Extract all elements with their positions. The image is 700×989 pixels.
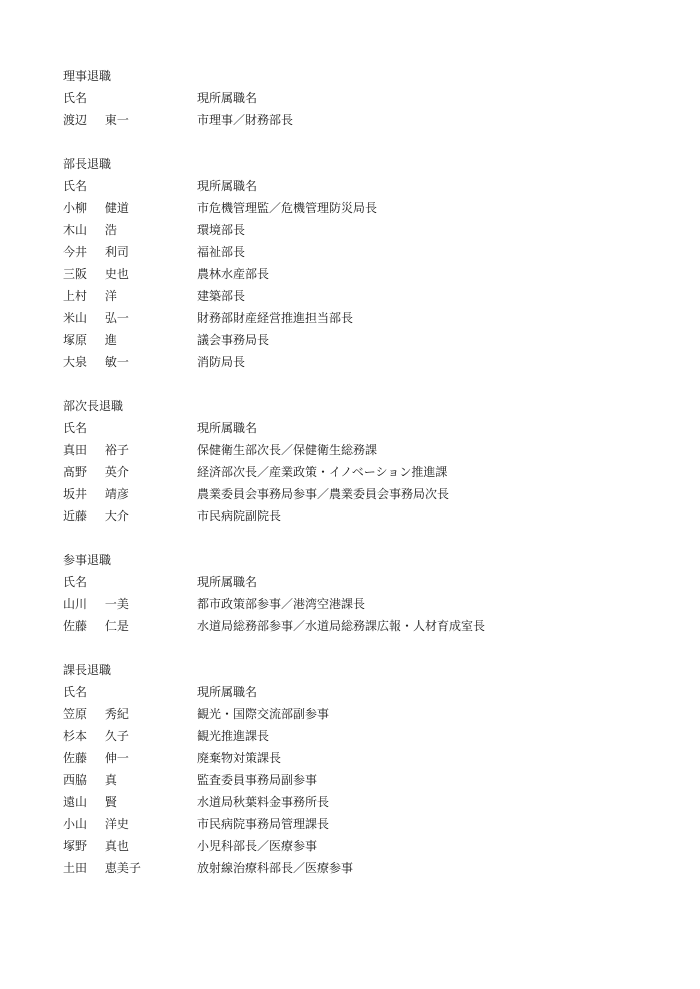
section-director-retirement xyxy=(63,65,663,131)
family-name: 上村 xyxy=(63,289,88,303)
family-name: 今井 xyxy=(63,245,88,259)
family-name: 山川 xyxy=(63,597,88,611)
name-column-header: 氏名 xyxy=(63,179,88,193)
list-item xyxy=(63,615,663,637)
given-name: 真也 xyxy=(104,839,129,853)
given-name: 伸一 xyxy=(104,751,129,765)
column-header-row xyxy=(63,417,663,439)
given-name: 真 xyxy=(104,773,117,787)
given-name: 一美 xyxy=(104,597,129,611)
current-position: 観光・国際交流部副参事 xyxy=(197,707,330,721)
family-name: 塚野 xyxy=(63,839,88,853)
current-position: 環境部長 xyxy=(197,223,246,237)
list-item xyxy=(63,857,663,879)
list-item xyxy=(63,725,663,747)
given-name: 健道 xyxy=(104,201,129,215)
person-name xyxy=(63,197,193,219)
family-name: 三阪 xyxy=(63,267,88,281)
given-name: 浩 xyxy=(104,223,117,237)
name-column-header: 氏名 xyxy=(63,91,88,105)
current-position: 市民病院副院長 xyxy=(197,509,282,523)
given-name: 靖彦 xyxy=(104,487,129,501)
family-name: 木山 xyxy=(63,223,88,237)
list-item xyxy=(63,263,663,285)
given-name: 賢 xyxy=(104,795,117,809)
person-name xyxy=(63,813,193,835)
current-position: 保健衛生部次長／保健衛生総務課 xyxy=(197,443,378,457)
list-item xyxy=(63,593,663,615)
list-item xyxy=(63,505,663,527)
current-position: 廃棄物対策課長 xyxy=(197,751,282,765)
person-name xyxy=(63,593,193,615)
family-name: 近藤 xyxy=(63,509,88,523)
person-name xyxy=(63,835,193,857)
section-counselor-retirement xyxy=(63,549,663,637)
current-position: 水道局総務部参事／水道局総務課広報・人材育成室長 xyxy=(197,619,486,633)
given-name: 進 xyxy=(104,333,117,347)
list-item xyxy=(63,307,663,329)
given-name: 洋 xyxy=(104,289,117,303)
section-section-chief-retirement xyxy=(63,659,663,879)
current-position: 都市政策部参事／港湾空港課長 xyxy=(197,597,366,611)
person-name xyxy=(63,285,193,307)
retirement-list-document xyxy=(63,65,663,901)
given-name: 秀紀 xyxy=(104,707,129,721)
list-item xyxy=(63,461,663,483)
given-name: 東一 xyxy=(104,113,129,127)
name-column-header: 氏名 xyxy=(63,421,88,435)
person-name xyxy=(63,263,193,285)
section-title: 部次長退職 xyxy=(63,399,124,413)
column-header-row xyxy=(63,681,663,703)
given-name: 弘一 xyxy=(104,311,129,325)
current-position: 農林水産部長 xyxy=(197,267,270,281)
section-department-head-retirement xyxy=(63,153,663,373)
list-item xyxy=(63,769,663,791)
given-name: 敏一 xyxy=(104,355,129,369)
list-item xyxy=(63,329,663,351)
family-name: 西脇 xyxy=(63,773,88,787)
person-name xyxy=(63,109,193,131)
current-position: 経済部次長／産業政策・イノベーション推進課 xyxy=(197,465,448,479)
current-position: 観光推進課長 xyxy=(197,729,270,743)
person-name xyxy=(63,241,193,263)
current-position: 議会事務局長 xyxy=(197,333,270,347)
family-name: 小柳 xyxy=(63,201,88,215)
given-name: 裕子 xyxy=(104,443,129,457)
name-column-header: 氏名 xyxy=(63,575,88,589)
person-name xyxy=(63,461,193,483)
section-title: 課長退職 xyxy=(63,663,112,677)
list-item xyxy=(63,483,663,505)
list-item xyxy=(63,747,663,769)
list-item xyxy=(63,241,663,263)
family-name: 杉本 xyxy=(63,729,88,743)
family-name: 真田 xyxy=(63,443,88,457)
current-position: 水道局秋葉料金事務所長 xyxy=(197,795,330,809)
given-name: 洋史 xyxy=(104,817,129,831)
section-title: 部長退職 xyxy=(63,157,112,171)
list-item xyxy=(63,109,663,131)
family-name: 佐藤 xyxy=(63,619,88,633)
current-position: 建築部長 xyxy=(197,289,246,303)
given-name: 大介 xyxy=(104,509,129,523)
person-name xyxy=(63,703,193,725)
person-name xyxy=(63,615,193,637)
name-column-header: 氏名 xyxy=(63,685,88,699)
person-name xyxy=(63,791,193,813)
current-position: 市危機管理監／危機管理防災局長 xyxy=(197,201,378,215)
list-item xyxy=(63,813,663,835)
section-deputy-head-retirement xyxy=(63,395,663,527)
column-header-row xyxy=(63,571,663,593)
position-column-header: 現所属職名 xyxy=(197,421,258,435)
current-position: 放射線治療科部長／医療参事 xyxy=(197,861,354,875)
person-name xyxy=(63,219,193,241)
section-title: 理事退職 xyxy=(63,69,112,83)
family-name: 遠山 xyxy=(63,795,88,809)
person-name xyxy=(63,351,193,373)
position-column-header: 現所属職名 xyxy=(197,91,258,105)
current-position: 市理事／財務部長 xyxy=(197,113,294,127)
person-name xyxy=(63,483,193,505)
list-item xyxy=(63,197,663,219)
list-item xyxy=(63,835,663,857)
current-position: 福祉部長 xyxy=(197,245,246,259)
person-name xyxy=(63,857,193,879)
list-item xyxy=(63,351,663,373)
given-name: 久子 xyxy=(104,729,129,743)
list-item xyxy=(63,439,663,461)
person-name xyxy=(63,439,193,461)
current-position: 市民病院事務局管理課長 xyxy=(197,817,330,831)
given-name: 恵美子 xyxy=(104,861,141,875)
person-name xyxy=(63,329,193,351)
given-name: 利司 xyxy=(104,245,129,259)
current-position: 監査委員事務局副参事 xyxy=(197,773,318,787)
family-name: 大泉 xyxy=(63,355,88,369)
list-item xyxy=(63,703,663,725)
person-name xyxy=(63,747,193,769)
family-name: 小山 xyxy=(63,817,88,831)
position-column-header: 現所属職名 xyxy=(197,179,258,193)
position-column-header: 現所属職名 xyxy=(197,685,258,699)
column-header-row xyxy=(63,175,663,197)
list-item xyxy=(63,285,663,307)
person-name xyxy=(63,505,193,527)
given-name: 史也 xyxy=(104,267,129,281)
current-position: 農業委員会事務局参事／農業委員会事務局次長 xyxy=(197,487,450,501)
family-name: 塚原 xyxy=(63,333,88,347)
current-position: 小児科部長／医療参事 xyxy=(197,839,318,853)
position-column-header: 現所属職名 xyxy=(197,575,258,589)
current-position: 消防局長 xyxy=(197,355,246,369)
person-name xyxy=(63,307,193,329)
person-name xyxy=(63,769,193,791)
list-item xyxy=(63,219,663,241)
family-name: 髙野 xyxy=(63,465,88,479)
column-header-row xyxy=(63,87,663,109)
current-position: 財務部財産経営推進担当部長 xyxy=(197,311,354,325)
family-name: 坂井 xyxy=(63,487,88,501)
list-item xyxy=(63,791,663,813)
family-name: 笠原 xyxy=(63,707,88,721)
person-name xyxy=(63,725,193,747)
given-name: 仁是 xyxy=(104,619,129,633)
family-name: 土田 xyxy=(63,861,88,875)
given-name: 英介 xyxy=(104,465,129,479)
family-name: 米山 xyxy=(63,311,88,325)
family-name: 佐藤 xyxy=(63,751,88,765)
family-name: 渡辺 xyxy=(63,113,88,127)
section-title: 参事退職 xyxy=(63,553,112,567)
